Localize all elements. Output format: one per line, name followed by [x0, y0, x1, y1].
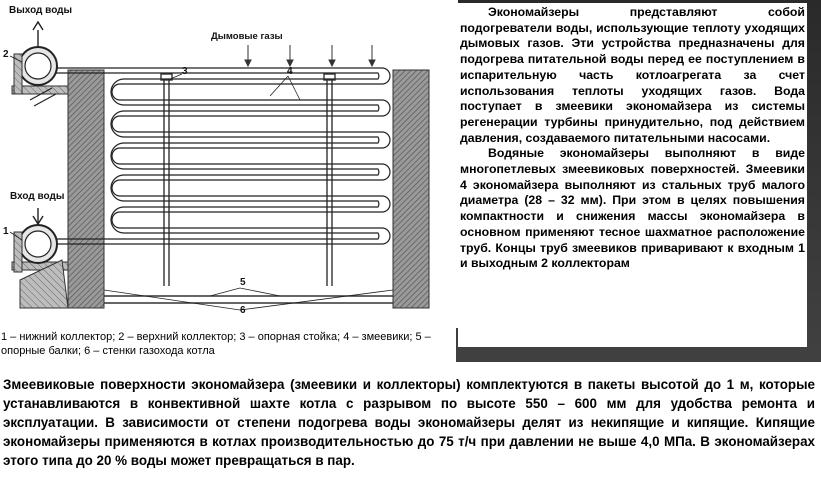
paragraph-coils: Водяные экономайзеры выполняют в виде многопетлевых змеевиковых поверхностей. Змеевики 4 экономайзера выполняют из стальных труб малого диаметра (28 – 32 мм). При этом в целях повышения компактности и снижения массы экономайзера в основном применяют тесное шахматное расположение труб. Концы труб змеевиков приваривают к входным 1 и выходным 2 коллекторам	[460, 146, 805, 271]
flue-gas-label: Дымовые газы	[211, 31, 283, 42]
water-inlet-label: Вход воды	[10, 191, 65, 202]
callout-5: 5	[240, 277, 246, 288]
bottom-text-block	[0, 362, 821, 496]
right-duct-wall	[393, 70, 429, 308]
lower-collector	[12, 208, 68, 308]
callout-1: 1	[3, 226, 9, 237]
callout-4: 4	[287, 66, 293, 77]
callout-2: 2	[3, 49, 9, 60]
paragraph-packages: Змеевиковые поверхности экономайзера (змеевики и коллекторы) комплектуются в пакеты высотой до 1 м, которые устанавливаются в конвективной шахте котла с разрывом по высоте 550 – 600 мм для удобства ремонта и эксплуатации. В зависимости от степени подогрева воды экономайзеры делят из некипящие и кипящие. Кипящие экономайзеры применяются в котлах производительностью до 75 т/ч при давлении не выше 4,0 МПа. В экономайзерах этого типа до 20 % воды может превращаться в пар.	[3, 377, 815, 468]
figure-caption: 1 – нижний коллектор; 2 – верхний коллектор; 3 – опорная стойка; 4 – змеевики; 5 – опорные балки; 6 – стенки газохода котла	[0, 328, 456, 362]
paragraph-intro: Экономайзеры представляют собой подогреватели воды, использующие теплоту уходящих дымовых газов. Эти устройства предназначены для подогрева питательной воды перед ее поступлением в испарительную часть котлоагрегата за счет использования теплоты уходящих газов. Вода поступает в змеевики экономайзера из системы регенерации турбины принудительно, под действием давления, создаваемого питательными насосами.	[460, 5, 805, 145]
callout-3: 3	[182, 66, 188, 77]
right-text-block	[458, 3, 807, 347]
callout-6: 6	[240, 305, 246, 316]
water-outlet-label: Выход воды	[9, 5, 73, 16]
left-duct-wall	[68, 70, 104, 308]
coils	[55, 68, 390, 244]
upper-collector	[12, 22, 68, 106]
flue-gas-arrows	[245, 45, 375, 66]
economizer-diagram	[0, 0, 458, 328]
economizer-figure	[0, 0, 458, 328]
